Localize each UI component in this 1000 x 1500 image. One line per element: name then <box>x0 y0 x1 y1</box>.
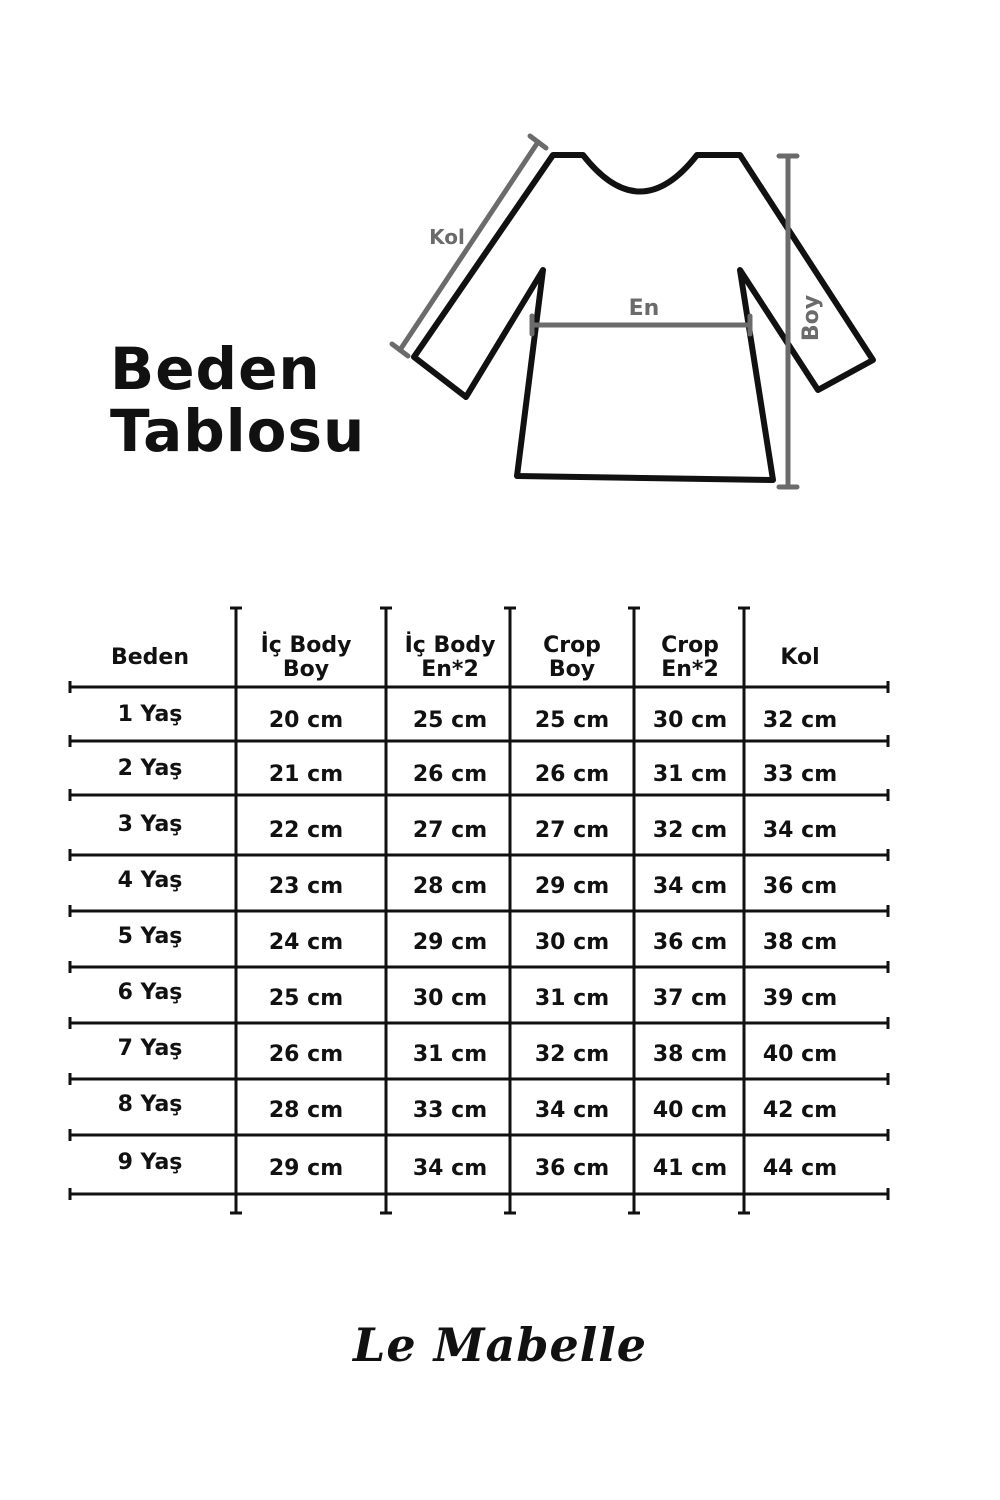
table-header-line: Crop <box>661 633 719 658</box>
table-row-size: 6 Yaş <box>117 980 183 1005</box>
table-cell: 25 cm <box>268 986 344 1011</box>
table-header-cell <box>261 634 352 682</box>
table-cell: 44 cm <box>762 1156 838 1181</box>
table-header-cell: Beden <box>110 645 190 670</box>
table-header-line: Crop <box>543 633 601 658</box>
garment-diagram <box>0 0 1000 560</box>
title-line-1: Beden <box>110 335 321 403</box>
table-cell: 30 cm <box>412 986 488 1011</box>
table-cell: 38 cm <box>762 930 838 955</box>
table-cell: 41 cm <box>652 1156 728 1181</box>
table-cell: 40 cm <box>652 1098 728 1123</box>
table-row-size: 9 Yaş <box>117 1150 183 1175</box>
table-cell: 28 cm <box>412 874 488 899</box>
table-row-size: 1 Yaş <box>117 702 183 727</box>
table-cell: 24 cm <box>268 930 344 955</box>
table-header-cell: Kol <box>780 645 820 670</box>
brand-logo: Le Mabelle <box>353 1318 647 1372</box>
table-cell: 40 cm <box>762 1042 838 1067</box>
table-cell: 21 cm <box>268 762 344 787</box>
table-row-size: 8 Yaş <box>117 1092 183 1117</box>
length-measure <box>779 156 797 487</box>
table-header-line: İç Body <box>404 633 496 658</box>
table-cell: 29 cm <box>534 874 610 899</box>
table-cell: 30 cm <box>652 708 728 733</box>
table-cell: 36 cm <box>652 930 728 955</box>
table-cell: 39 cm <box>762 986 838 1011</box>
table-cell: 26 cm <box>412 762 488 787</box>
table-header-cell <box>661 634 719 682</box>
table-header-cell <box>543 634 601 682</box>
table-cell: 36 cm <box>762 874 838 899</box>
table-cell: 36 cm <box>534 1156 610 1181</box>
table-cell: 20 cm <box>268 708 344 733</box>
title-line-2: Tablosu <box>110 397 366 465</box>
table-cell: 34 cm <box>534 1098 610 1123</box>
table-cell: 31 cm <box>412 1042 488 1067</box>
table-row-size: 4 Yaş <box>117 868 183 893</box>
table-cell: 32 cm <box>762 708 838 733</box>
table-row-size: 7 Yaş <box>117 1036 183 1061</box>
table-header-line: İç Body <box>260 633 352 658</box>
table-header-line: Boy <box>282 657 330 682</box>
table-cell: 26 cm <box>268 1042 344 1067</box>
table-header-line: Boy <box>548 657 596 682</box>
table-cell: 29 cm <box>412 930 488 955</box>
table-cell: 34 cm <box>762 818 838 843</box>
table-header-line: En*2 <box>421 657 479 682</box>
table-cell: 27 cm <box>412 818 488 843</box>
table-cell: 32 cm <box>652 818 728 843</box>
table-header-cell <box>405 634 496 682</box>
table-cell: 32 cm <box>534 1042 610 1067</box>
table-row-size: 2 Yaş <box>117 756 183 781</box>
table-cell: 37 cm <box>652 986 728 1011</box>
table-cell: 29 cm <box>268 1156 344 1181</box>
table-cell: 22 cm <box>268 818 344 843</box>
table-cell: 38 cm <box>652 1042 728 1067</box>
table-row-size: 3 Yaş <box>117 812 183 837</box>
table-cell: 34 cm <box>652 874 728 899</box>
table-cell: 30 cm <box>534 930 610 955</box>
width-label: En <box>628 296 660 321</box>
table-cell: 26 cm <box>534 762 610 787</box>
table-cell: 33 cm <box>762 762 838 787</box>
table-header-line: En*2 <box>661 657 719 682</box>
table-cell: 42 cm <box>762 1098 838 1123</box>
length-label: Boy <box>799 294 824 342</box>
table-row-size: 5 Yaş <box>117 924 183 949</box>
size-table-grid <box>0 600 1000 1220</box>
table-cell: 31 cm <box>652 762 728 787</box>
table-cell: 25 cm <box>412 708 488 733</box>
table-cell: 27 cm <box>534 818 610 843</box>
table-cell: 25 cm <box>534 708 610 733</box>
table-cell: 34 cm <box>412 1156 488 1181</box>
table-cell: 33 cm <box>412 1098 488 1123</box>
sleeve-measure <box>392 136 546 356</box>
table-cell: 28 cm <box>268 1098 344 1123</box>
table-cell: 23 cm <box>268 874 344 899</box>
sleeve-label: Kol <box>429 225 465 249</box>
table-cell: 31 cm <box>534 986 610 1011</box>
